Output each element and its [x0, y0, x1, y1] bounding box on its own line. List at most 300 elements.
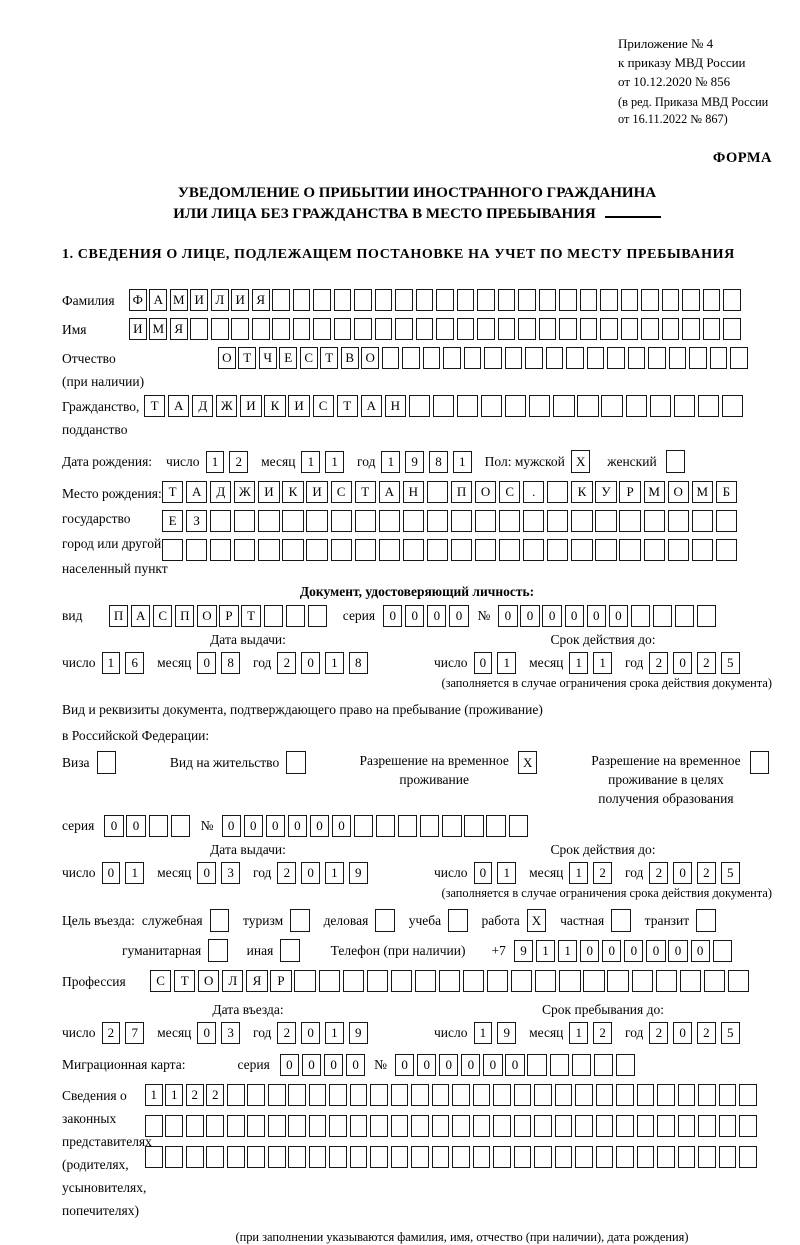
- year-label: год: [625, 655, 644, 670]
- form-cell: [280, 939, 300, 962]
- order-date-number: от 10.12.2020 № 856: [618, 74, 731, 89]
- representatives-labels: [62, 1084, 152, 1222]
- form-cell: О: [218, 347, 236, 369]
- form-cell: [678, 1084, 696, 1106]
- form-cell: [391, 1115, 409, 1137]
- residence-series-cells: [104, 815, 192, 837]
- form-cell: Р: [219, 605, 238, 627]
- birth-place-block: [62, 481, 772, 581]
- form-cell: 0: [439, 1054, 458, 1076]
- birth-place-label-1: Место рождения:: [62, 486, 162, 501]
- form-cell: А: [379, 481, 400, 503]
- residence-number-cells: [222, 815, 531, 837]
- form-cell: [334, 289, 352, 311]
- sex-female-label: женский: [607, 454, 657, 469]
- form-cell: [723, 289, 741, 311]
- form-cell: [313, 289, 331, 311]
- representatives-cells-block: [145, 1084, 760, 1168]
- form-cell: [354, 815, 373, 837]
- form-cell: [626, 395, 647, 417]
- representatives-note: (при заполнении указываются фамилия, имя, отчество (при наличии), дата рождения): [235, 1230, 689, 1244]
- citizenship-label-1: Гражданство,: [62, 399, 140, 414]
- purpose-business-checkbox: [375, 909, 397, 932]
- form-cell: Д: [210, 481, 231, 503]
- residence-number-label: №: [200, 818, 214, 833]
- form-cell: [433, 395, 454, 417]
- form-cell: 0: [565, 605, 584, 627]
- form-cell: [666, 450, 686, 473]
- form-cell: [451, 539, 472, 561]
- purpose-row: [62, 909, 772, 932]
- form-cell: [595, 539, 616, 561]
- form-cell: [423, 347, 441, 369]
- form-cell: 2: [277, 862, 296, 884]
- surname-cells: [129, 289, 744, 311]
- patronymic-label-note: (при наличии): [62, 374, 145, 389]
- form-cell: [698, 395, 719, 417]
- form-cell: [722, 395, 743, 417]
- form-cell: [525, 347, 543, 369]
- form-cell: [518, 318, 536, 340]
- form-title-line-1: УВЕДОМЛЕНИЕ О ПРИБЫТИИ ИНОСТРАННОГО ГРАЖДАНИНА: [177, 185, 657, 201]
- purpose-other-checkbox: [280, 939, 302, 962]
- form-cell: [420, 815, 439, 837]
- issue-year-cells: [277, 652, 372, 674]
- form-cell: [165, 1115, 183, 1137]
- birth-place-row-1: [162, 481, 740, 503]
- form-cell: Т: [174, 970, 195, 992]
- form-cell: [282, 539, 303, 561]
- form-cell: [657, 1146, 675, 1168]
- form-cell: [600, 318, 618, 340]
- form-cell: [227, 1115, 245, 1137]
- form-cell: [475, 539, 496, 561]
- purpose-private-label: частная: [560, 913, 605, 928]
- residence-series-row: [62, 814, 772, 837]
- form-cell: [607, 970, 628, 992]
- form-cell: 0: [691, 940, 710, 962]
- sex-male-label: Пол: мужской: [484, 454, 565, 469]
- form-cell: А: [186, 481, 207, 503]
- form-cell: [619, 510, 640, 532]
- residence-intro-1: Вид и реквизиты документа, подтверждающего право на пребывание (проживание): [62, 702, 543, 717]
- form-cell: О: [198, 970, 219, 992]
- form-cell: 0: [474, 652, 493, 674]
- form-cell: 0: [673, 652, 692, 674]
- form-cell: [493, 1146, 511, 1168]
- representatives-label-2: законных: [62, 1111, 117, 1126]
- form-cell: [555, 1146, 573, 1168]
- form-cell: Т: [355, 481, 376, 503]
- form-cell: 0: [461, 1054, 480, 1076]
- form-cell: [477, 318, 495, 340]
- residence-intro-2: в Российской Федерации:: [62, 728, 210, 743]
- form-cell: П: [451, 481, 472, 503]
- entry-date-group: [62, 1021, 434, 1044]
- form-cell: О: [197, 605, 216, 627]
- form-cell: 1: [206, 451, 225, 473]
- migration-number-cells: [395, 1054, 638, 1076]
- form-cell: [616, 1084, 634, 1106]
- form-cell: 2: [102, 1022, 121, 1044]
- form-cell: [600, 289, 618, 311]
- year-label: год: [625, 1025, 644, 1040]
- form-cell: [539, 289, 557, 311]
- form-cell: П: [109, 605, 128, 627]
- form-cell: [464, 347, 482, 369]
- representatives-label-3: представителях: [62, 1134, 152, 1149]
- form-cell: [668, 539, 689, 561]
- purpose-study: [409, 909, 471, 932]
- form-title: [62, 183, 772, 225]
- form-cell: [637, 1146, 655, 1168]
- form-cell: [354, 318, 372, 340]
- day-label: число: [434, 1025, 468, 1040]
- year-label: год: [357, 454, 376, 469]
- form-cell: И: [190, 289, 208, 311]
- form-cell: [550, 1054, 569, 1076]
- form-cell: С: [300, 347, 318, 369]
- form-cell: 0: [474, 862, 493, 884]
- form-cell: [350, 1084, 368, 1106]
- form-cell: М: [170, 289, 188, 311]
- stay-until-group: [434, 1021, 772, 1044]
- form-cell: [171, 815, 190, 837]
- form-cell: [162, 539, 183, 561]
- form-cell: 0: [310, 815, 329, 837]
- form-cell: 2: [697, 652, 716, 674]
- residence-doc-note: (заполняется в случае ограничения срока действия документа): [441, 886, 772, 900]
- form-cell: 1: [325, 652, 344, 674]
- form-cell: 9: [349, 1022, 368, 1044]
- form-cell: И: [288, 395, 309, 417]
- month-label: месяц: [529, 865, 564, 880]
- form-cell: [370, 1115, 388, 1137]
- year-label: год: [253, 655, 272, 670]
- form-cell: [403, 539, 424, 561]
- citizenship-row: [62, 395, 772, 441]
- day-label: число: [166, 454, 200, 469]
- form-cell: [523, 510, 544, 532]
- form-cell: 0: [602, 940, 621, 962]
- form-cell: [546, 347, 564, 369]
- expiry-day-cells: [474, 652, 522, 674]
- representatives-block: [62, 1084, 772, 1222]
- form-cell: [97, 751, 117, 774]
- birth-place-label-4: населенный пункт: [62, 561, 168, 576]
- form-cell: А: [149, 289, 167, 311]
- form-cell: 0: [324, 1054, 343, 1076]
- revision-line-1: (в ред. Приказа МВД России: [618, 95, 769, 109]
- month-label: месяц: [529, 1025, 564, 1040]
- purpose-row-2: [62, 939, 772, 962]
- form-cell: 1: [102, 652, 121, 674]
- purpose-official-checkbox: [210, 909, 232, 932]
- form-cell: Т: [241, 605, 260, 627]
- form-cell: [288, 1146, 306, 1168]
- form-cell: [716, 510, 737, 532]
- form-cell: [566, 347, 584, 369]
- form-cell: 0: [609, 605, 628, 627]
- entry-year-cells: [277, 1022, 372, 1044]
- form-cell: Я: [252, 289, 270, 311]
- form-cell: И: [258, 481, 279, 503]
- form-cell: 2: [593, 862, 612, 884]
- form-cell: 0: [673, 862, 692, 884]
- issue-date-heading: Дата выдачи:: [210, 842, 286, 857]
- purpose-transit-label: транзит: [644, 913, 690, 928]
- form-cell: [331, 510, 352, 532]
- form-cell: И: [231, 289, 249, 311]
- form-cell: .: [523, 481, 544, 503]
- form-cell: [534, 1084, 552, 1106]
- form-cell: Я: [246, 970, 267, 992]
- form-cell: 5: [721, 1022, 740, 1044]
- blank-underline: [605, 216, 661, 218]
- form-cell: 1: [301, 451, 320, 473]
- form-cell: [247, 1115, 265, 1137]
- form-cell: Ч: [259, 347, 277, 369]
- purpose-other-label: иная: [246, 943, 274, 958]
- month-label: месяц: [157, 865, 192, 880]
- form-cell: 5: [721, 652, 740, 674]
- form-cell: [452, 1084, 470, 1106]
- form-cell: [662, 318, 680, 340]
- order-reference: [618, 34, 772, 91]
- form-cell: [272, 289, 290, 311]
- form-cell: [391, 970, 412, 992]
- entry-date-heading: Дата въезда:: [212, 1002, 284, 1017]
- form-cell: 2: [697, 1022, 716, 1044]
- form-cell: [692, 539, 713, 561]
- form-cell: [165, 1146, 183, 1168]
- year-label: год: [625, 865, 644, 880]
- form-cell: О: [668, 481, 689, 503]
- form-cell: И: [240, 395, 261, 417]
- edu-residence-label: [591, 751, 740, 808]
- form-cell: [149, 815, 168, 837]
- form-cell: 0: [302, 1054, 321, 1076]
- form-cell: [398, 815, 417, 837]
- form-cell: [306, 539, 327, 561]
- form-cell: [375, 289, 393, 311]
- form-cell: 1: [453, 451, 472, 473]
- form-cell: [234, 510, 255, 532]
- patronymic-cells: [218, 347, 751, 369]
- purpose-tourism: [243, 909, 313, 932]
- form-cell: [258, 510, 279, 532]
- form-cell: М: [644, 481, 665, 503]
- form-cell: 3: [221, 862, 240, 884]
- form-cell: [505, 347, 523, 369]
- form-cell: [571, 539, 592, 561]
- form-cell: [611, 909, 631, 932]
- form-cell: [650, 395, 671, 417]
- form-cell: О: [475, 481, 496, 503]
- form-cell: 0: [197, 652, 216, 674]
- form-cell: [657, 1084, 675, 1106]
- form-cell: 1: [325, 451, 344, 473]
- purpose-study-checkbox: [448, 909, 470, 932]
- form-cell: [329, 1115, 347, 1137]
- day-label: число: [62, 865, 96, 880]
- purpose-humanitarian: [122, 939, 231, 962]
- form-cell: [675, 605, 694, 627]
- form-cell: [432, 1115, 450, 1137]
- residence-expiry-year: [649, 862, 744, 884]
- form-cell: [145, 1146, 163, 1168]
- temp-residence-label-1: Разрешение на временное: [359, 753, 509, 768]
- appendix-number: Приложение № 4: [618, 36, 714, 51]
- form-cell: 0: [102, 862, 121, 884]
- form-cell: [457, 289, 475, 311]
- form-cell: [662, 289, 680, 311]
- form-cell: [668, 510, 689, 532]
- issue-date-heading: Дата выдачи:: [210, 632, 286, 647]
- form-cell: [689, 347, 707, 369]
- temp-residence-label: [360, 751, 509, 789]
- form-cell: [402, 347, 420, 369]
- issue-month-cells: [197, 652, 245, 674]
- temp-residence-option: [360, 751, 541, 789]
- form-cell: 0: [383, 605, 402, 627]
- form-cell: У: [595, 481, 616, 503]
- order-revision: [618, 94, 772, 128]
- stay-until-col: [434, 1002, 772, 1044]
- doc-kind-label: вид: [62, 608, 83, 623]
- stay-day-cells: [474, 1022, 522, 1044]
- form-cell: 9: [514, 940, 533, 962]
- form-cell: [252, 318, 270, 340]
- purpose-other: [247, 939, 303, 962]
- representatives-label-5: усыновителях,: [62, 1180, 147, 1195]
- form-cell: [723, 318, 741, 340]
- form-cell: 2: [206, 1084, 224, 1106]
- form-cell: 0: [427, 605, 446, 627]
- form-cell: Т: [162, 481, 183, 503]
- migration-series-label: серия: [237, 1057, 270, 1072]
- form-cell: [527, 1054, 546, 1076]
- form-cell: [580, 289, 598, 311]
- form-cell: [473, 1084, 491, 1106]
- form-cell: [669, 347, 687, 369]
- form-cell: 1: [474, 1022, 493, 1044]
- form-cell: [473, 1146, 491, 1168]
- form-cell: 2: [697, 862, 716, 884]
- form-cell: [343, 970, 364, 992]
- form-cell: [247, 1084, 265, 1106]
- form-cell: [559, 970, 580, 992]
- form-cell: [571, 510, 592, 532]
- given-name-row: [62, 318, 772, 341]
- form-cell: К: [264, 395, 285, 417]
- form-cell: [619, 539, 640, 561]
- form-cell: 0: [417, 1054, 436, 1076]
- purpose-official: [142, 909, 232, 932]
- identity-doc-row: [62, 604, 772, 627]
- form-cell: [210, 909, 230, 932]
- form-cell: [463, 970, 484, 992]
- form-cell: [719, 1115, 737, 1137]
- form-cell: К: [571, 481, 592, 503]
- stay-until-heading: Срок пребывания до:: [542, 1002, 664, 1017]
- form-title-line-2-text: ИЛИ ЛИЦА БЕЗ ГРАЖДАНСТВА В МЕСТО ПРЕБЫВАНИЯ: [173, 206, 596, 222]
- form-cell: [370, 1084, 388, 1106]
- form-cell: И: [306, 481, 327, 503]
- form-cell: [739, 1146, 757, 1168]
- form-cell: Т: [144, 395, 165, 417]
- identity-doc-heading: Документ, удостоверяющий личность:: [299, 584, 535, 599]
- form-cell: [395, 289, 413, 311]
- form-cell: [227, 1146, 245, 1168]
- form-cell: 0: [346, 1054, 365, 1076]
- form-cell: [511, 970, 532, 992]
- form-cell: [484, 347, 502, 369]
- form-label: ФОРМА: [712, 150, 772, 166]
- representatives-label-1: Сведения о: [62, 1088, 127, 1103]
- form-cell: 0: [104, 815, 123, 837]
- form-cell: 1: [569, 1022, 588, 1044]
- birth-place-row-3: [162, 539, 740, 561]
- birth-place-row-2: [162, 510, 740, 532]
- form-cell: Л: [222, 970, 243, 992]
- form-cell: 2: [649, 652, 668, 674]
- form-cell: [523, 539, 544, 561]
- revision-line-2: от 16.11.2022 № 867): [618, 112, 728, 126]
- form-cell: 1: [536, 940, 555, 962]
- surname-label: Фамилия: [62, 293, 115, 308]
- purpose-business-label: деловая: [323, 913, 369, 928]
- form-cell: Б: [716, 481, 737, 503]
- form-cell: [227, 1084, 245, 1106]
- form-cell: [514, 1084, 532, 1106]
- form-cell: Р: [619, 481, 640, 503]
- form-cell: [493, 1115, 511, 1137]
- form-cell: [375, 909, 395, 932]
- form-cell: [427, 481, 448, 503]
- form-cell: 8: [429, 451, 448, 473]
- representatives-label-4: (родителях,: [62, 1157, 129, 1172]
- form-cell: 1: [325, 1022, 344, 1044]
- form-cell: 0: [244, 815, 263, 837]
- purpose-work-label: работа: [481, 913, 520, 928]
- form-cell: [698, 1084, 716, 1106]
- form-cell: 0: [222, 815, 241, 837]
- form-cell: С: [153, 605, 172, 627]
- residence-issue-year: [277, 862, 372, 884]
- form-cell: [637, 1084, 655, 1106]
- form-cell: 9: [497, 1022, 516, 1044]
- form-cell: 0: [580, 940, 599, 962]
- form-cell: [698, 1115, 716, 1137]
- form-cell: 1: [145, 1084, 163, 1106]
- form-cell: Е: [279, 347, 297, 369]
- expiry-date-group: [434, 651, 772, 674]
- temp-residence-label-2: проживание: [399, 772, 469, 787]
- form-cell: [486, 815, 505, 837]
- given-name-label: Имя: [62, 322, 87, 337]
- form-cell: [632, 970, 653, 992]
- form-cell: [379, 539, 400, 561]
- form-cell: [186, 1115, 204, 1137]
- form-cell: [534, 1146, 552, 1168]
- form-cell: 1: [558, 940, 577, 962]
- form-cell: [432, 1084, 450, 1106]
- doc-number-cells: [498, 605, 719, 627]
- given-name-cells: [129, 318, 744, 340]
- form-cell: 0: [405, 605, 424, 627]
- form-cell: [403, 510, 424, 532]
